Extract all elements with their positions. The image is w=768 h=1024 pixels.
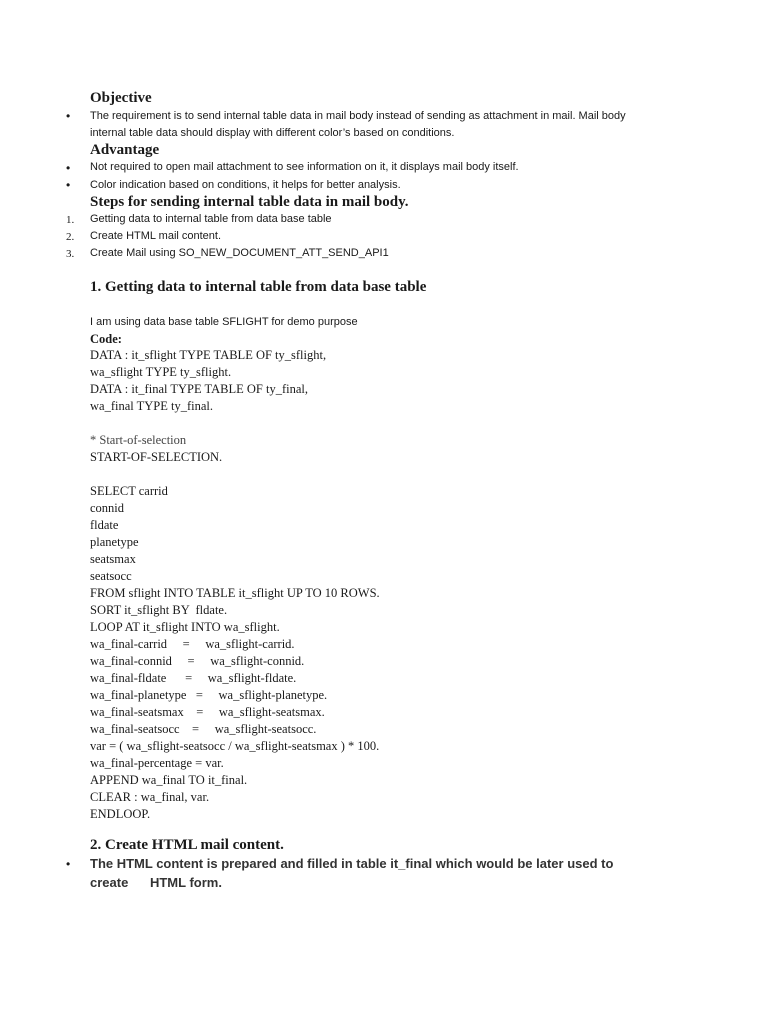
advantage-item: Not required to open mail attachment to see information on it, it displays mail body itself. <box>90 161 519 173</box>
code-line: DATA : it_sflight TYPE TABLE OF ty_sflight, <box>90 348 327 362</box>
code-label: Code: <box>90 332 122 346</box>
code-line: ENDLOOP. <box>90 807 151 821</box>
bullet-icon: • <box>66 109 71 123</box>
code-line: wa_final-connid = wa_sflight-connid. <box>90 654 305 668</box>
code-line: fldate <box>90 518 119 532</box>
code-line: var = ( wa_sflight-seatsocc / wa_sflight-seatsmax ) * 100. <box>90 739 380 753</box>
code-line: wa_final TYPE ty_final. <box>90 399 214 413</box>
step-item: Create HTML mail content. <box>90 230 222 242</box>
code-line: FROM sflight INTO TABLE it_sflight UP TO 10 ROWS. <box>90 586 380 600</box>
code-line: connid <box>90 501 125 515</box>
code-line: wa_sflight TYPE ty_sflight. <box>90 365 232 379</box>
steps-heading: Steps for sending internal table data in mail body. <box>90 194 409 210</box>
code-line: wa_final-seatsocc = wa_sflight-seatsocc. <box>90 722 317 736</box>
step-item: Create Mail using SO_NEW_DOCUMENT_ATT_SEND_API1 <box>90 247 389 259</box>
section2-text-line1: The HTML content is prepared and filled in table it_final which would be later used to <box>90 856 614 871</box>
advantage-heading: Advantage <box>90 142 160 158</box>
code-line: wa_final-percentage = var. <box>90 756 224 770</box>
code-line: wa_final-planetype = wa_sflight-planetype. <box>90 688 328 702</box>
code-line: SORT it_sflight BY fldate. <box>90 603 228 617</box>
section1-intro: I am using data base table SFLIGHT for demo purpose <box>90 316 358 328</box>
bullet-icon: • <box>66 857 71 871</box>
objective-text-line1: The requirement is to send internal table data in mail body instead of sending as attachment in mail. Mail body <box>90 110 626 122</box>
section2-text-line2: create HTML form. <box>90 875 222 890</box>
step-item: Getting data to internal table from data base table <box>90 213 332 225</box>
code-line: seatsmax <box>90 552 136 566</box>
code-line: DATA : it_final TYPE TABLE OF ty_final, <box>90 382 309 396</box>
code-comment: * Start-of-selection <box>90 433 187 447</box>
code-line: planetype <box>90 535 139 549</box>
code-line: seatsocc <box>90 569 132 583</box>
list-number: 1. <box>66 214 75 226</box>
code-line: CLEAR : wa_final, var. <box>90 790 210 804</box>
advantage-item: Color indication based on conditions, it helps for better analysis. <box>90 179 401 191</box>
section2-heading: 2. Create HTML mail content. <box>90 837 284 853</box>
code-line: wa_final-seatsmax = wa_sflight-seatsmax. <box>90 705 325 719</box>
code-line: wa_final-fldate = wa_sflight-fldate. <box>90 671 297 685</box>
code-line: START-OF-SELECTION. <box>90 450 223 464</box>
code-line: SELECT carrid <box>90 484 168 498</box>
list-number: 3. <box>66 248 75 260</box>
bullet-icon: • <box>66 178 71 192</box>
code-line: LOOP AT it_sflight INTO wa_sflight. <box>90 620 280 634</box>
list-number: 2. <box>66 231 75 243</box>
objective-text-line2: internal table data should display with different color’s based on conditions. <box>90 127 455 139</box>
bullet-icon: • <box>66 161 71 175</box>
code-line: wa_final-carrid = wa_sflight-carrid. <box>90 637 295 651</box>
code-line: APPEND wa_final TO it_final. <box>90 773 248 787</box>
objective-heading: Objective <box>90 90 152 106</box>
section1-heading: 1. Getting data to internal table from data base table <box>90 279 427 295</box>
